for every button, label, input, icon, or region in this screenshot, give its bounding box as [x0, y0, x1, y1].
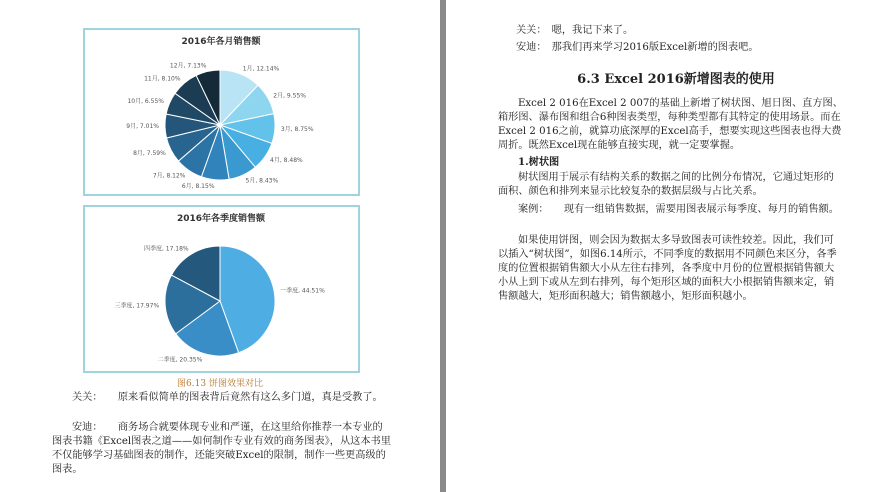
slice-label: 10月, 6.55% [127, 97, 165, 105]
subheading: 1.树状图 [518, 156, 560, 168]
slice-label: 11月, 8.10% [144, 75, 181, 83]
slice-label: 4月, 8.48% [270, 156, 303, 164]
slice-label: 二季度, 20.35% [157, 356, 203, 364]
paragraph: 安迪： 商务场合就要体现专业和严谨，在这里给你推荐一本专业的图表书籍《Excel图表之道——如何制作专业有效的商务图表》，从这本书里不仅能够学习基础图表的制作，还能突破Excel的限制，制作一些更高级的图表。 [52, 422, 391, 475]
slice-label: 三季度, 17.97% [114, 302, 160, 310]
slice-label: 9月, 7.01% [126, 123, 160, 131]
slice-label: 1月, 12.14% [242, 65, 280, 73]
quarterly-pie-chart [83, 205, 360, 373]
paragraph: 案例： 现有一组销售数据，需要用图表展示每季度、每月的销售额。 [518, 204, 839, 215]
quarterly-pie-svg [85, 207, 358, 371]
paragraph: 关关： 嗯，我记下来了。 [516, 25, 634, 36]
chart-title: 2016年各月销售额 [181, 37, 261, 47]
figure-caption: 图6.13 饼图效果对比 [177, 379, 263, 389]
right-page [446, 0, 885, 492]
slice-label: 6月, 8.15% [181, 182, 215, 190]
slice-label: 3月, 8.75% [280, 126, 314, 134]
paragraph: 安迪： 那我们再来学习2016版Excel新增的图表吧。 [516, 42, 759, 53]
slice-label: 四季度, 17.18% [143, 245, 189, 253]
paragraph: 如果使用饼图，则会因为数据太多导致图表可读性较差。因此，我们可以插入“树状图”，如图6.14所示，不同季度的数据用不同颜色来区分，各季度的位置根据销售额大小从左往右排列，各季度中月份的位置根据销售额大小从上到下或从左到右排列，每个矩形区域的面积大小根据销售额来定，销售额越大，矩形面积越大；销售额越小，矩形面积越小。 [498, 235, 837, 302]
chart-title: 2016年各季度销售额 [176, 214, 266, 224]
paragraph: 关关： 原来看似简单的图表背后竟然有这么多门道，真是受教了。 [72, 392, 383, 403]
slice-label: 8月, 7.59% [133, 149, 166, 157]
paragraph: 树状图用于展示有结构关系的数据之间的比例分布情况，它通过矩形的面积、颜色和排列来显示比较复杂的数据层级与占比关系。 [498, 172, 834, 197]
monthly-pie-chart [83, 28, 360, 196]
slice-label: 2月, 9.55% [273, 92, 307, 100]
slice-label: 5月, 8.43% [245, 177, 279, 185]
slice-label: 一季度, 44.51% [280, 287, 325, 295]
paragraph: Excel 2 016在Excel 2 007的基础上新增了树状图、旭日图、直方图、箱形图、瀑布图和组合6种图表类型，每种类型都有其特定的使用场景。而在Excel 2 016之前，就算功底深厚的Excel高手，想要实现这些图表也得大费周折。既然Excel现在能够直接实现，就一定要掌握。 [498, 98, 843, 151]
left-page [0, 0, 440, 492]
monthly-pie-svg [85, 30, 358, 194]
slice-label: 7月, 8.12% [152, 172, 186, 180]
slice-label: 12月, 7.13% [169, 62, 207, 70]
section-heading: 6.3 Excel 2016新增图表的使用 [577, 72, 775, 87]
